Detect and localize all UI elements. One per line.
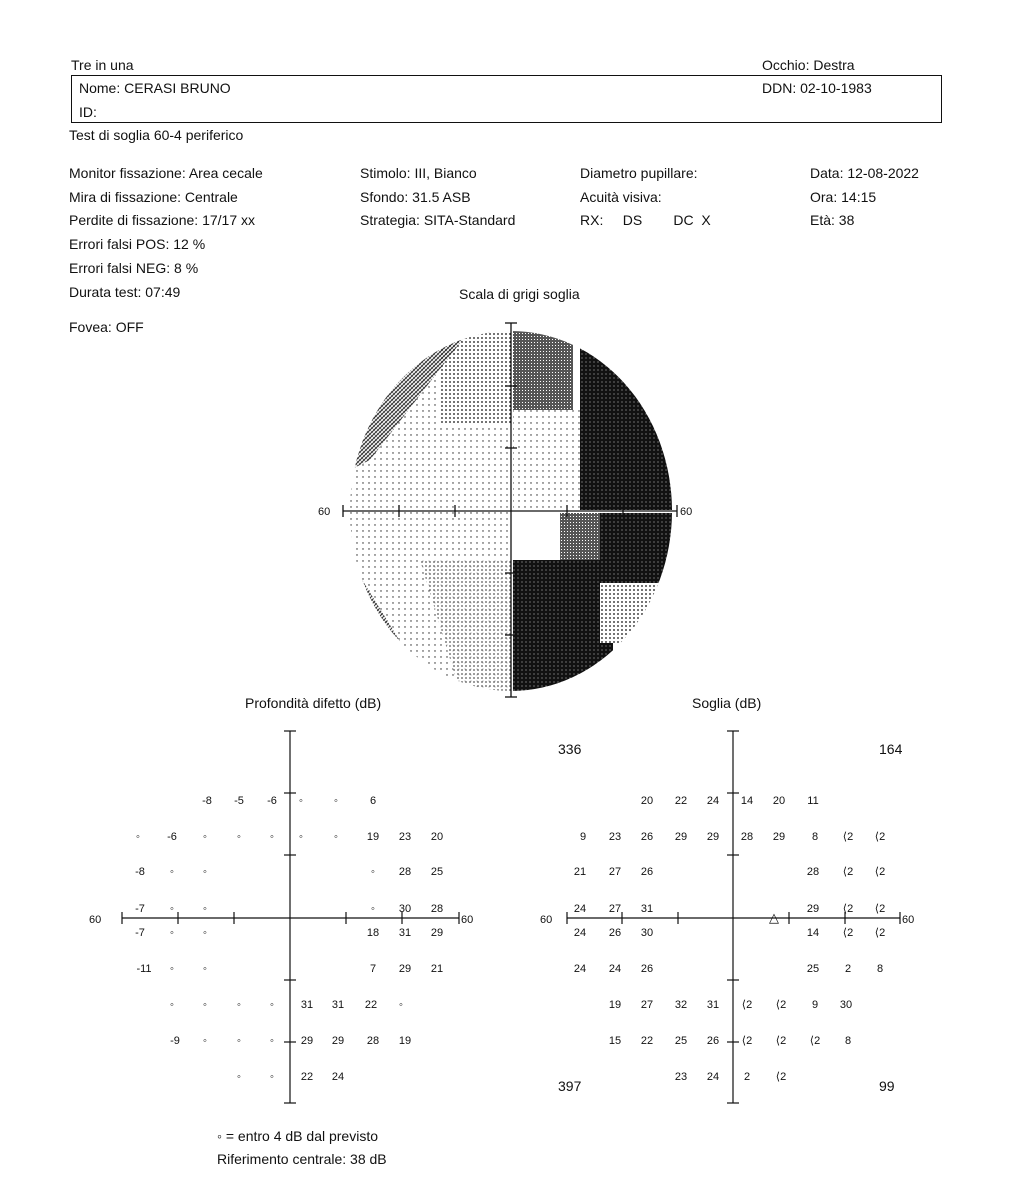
threshold-value-r1-c3: 29 (674, 831, 688, 843)
threshold-value-r8-c1: 24 (706, 1071, 720, 1083)
threshold-value-r4-c2: 30 (640, 927, 654, 939)
threshold-value-r7-c2: 25 (674, 1035, 688, 1047)
grayscale-title: Scala di grigi soglia (459, 286, 580, 302)
defect-value-r6-c0: ◦ (170, 999, 174, 1011)
defect-value-r4-c3: 18 (366, 927, 380, 939)
defect-depth-values (135, 795, 443, 1083)
defect-right-label: 60 (461, 914, 474, 926)
defect-value-r0-c2: -6 (267, 795, 277, 807)
defect-value-r4-c1: ◦ (170, 927, 174, 939)
threshold-value-r1-c7: 8 (811, 831, 819, 843)
corner-top-right: 164 (879, 741, 903, 757)
threshold-value-r6-c4: ⟨2 (741, 999, 753, 1011)
defect-value-r1-c2: ◦ (203, 831, 207, 843)
false-neg-errors: Errori falsi NEG: 8 % (69, 260, 199, 276)
threshold-value-r6-c7: 30 (839, 999, 853, 1011)
threshold-value-r3-c4: ⟨2 (842, 903, 854, 915)
defect-value-r6-c7: ◦ (399, 999, 403, 1011)
threshold-value-r5-c0: 24 (573, 963, 587, 975)
defect-value-r5-c4: 29 (398, 963, 412, 975)
defect-value-r7-c1: ◦ (203, 1035, 207, 1047)
threshold-value-r0-c2: 24 (706, 795, 720, 807)
threshold-value-r1-c1: 23 (608, 831, 622, 843)
test-date: Data: 12-08-2022 (810, 165, 919, 181)
defect-value-r3-c3: ◦ (371, 903, 375, 915)
threshold-value-r2-c5: ⟨2 (874, 866, 886, 878)
threshold-value-r4-c1: 26 (608, 927, 622, 939)
threshold-title: Soglia (dB) (692, 695, 762, 711)
defect-value-r6-c4: 31 (300, 999, 314, 1011)
defect-value-r1-c0: ◦ (136, 831, 140, 843)
threshold-value-r4-c0: 24 (573, 927, 587, 939)
defect-value-r0-c0: -8 (202, 795, 212, 807)
corner-bottom-right: 99 (879, 1078, 895, 1094)
patient-id: ID: (79, 104, 97, 120)
threshold-value-r1-c5: 28 (740, 831, 754, 843)
rx: RX: DS DC X (580, 212, 711, 228)
defect-value-r7-c6: 28 (366, 1035, 380, 1047)
threshold-value-r8-c2: 2 (743, 1071, 751, 1083)
threshold-value-r7-c1: 22 (640, 1035, 654, 1047)
threshold-value-r7-c4: ⟨2 (741, 1035, 753, 1047)
threshold-value-r5-c5: 8 (876, 963, 884, 975)
threshold-value-r3-c5: ⟨2 (874, 903, 886, 915)
test-name: Test di soglia 60-4 periferico (69, 127, 244, 143)
corner-top-left: 336 (558, 741, 582, 757)
defect-value-r8-c1: ◦ (270, 1071, 274, 1083)
defect-value-r1-c8: 23 (398, 831, 412, 843)
threshold-value-r2-c4: ⟨2 (842, 866, 854, 878)
threshold-value-r7-c6: ⟨2 (809, 1035, 821, 1047)
threshold-value-r4-c3: 14 (806, 927, 820, 939)
threshold-value-r1-c4: 29 (706, 831, 720, 843)
stimulus: Stimolo: III, Bianco (360, 165, 477, 181)
patient-age: Età: 38 (810, 212, 855, 228)
defect-value-r2-c5: 25 (430, 866, 444, 878)
defect-value-r1-c9: 20 (430, 831, 444, 843)
threshold-value-r6-c2: 32 (674, 999, 688, 1011)
threshold-value-r0-c4: 20 (772, 795, 786, 807)
threshold-value-r1-c6: 29 (772, 831, 786, 843)
fixation-monitor: Monitor fissazione: Area cecale (69, 165, 263, 181)
defect-value-r7-c5: 29 (331, 1035, 345, 1047)
defect-depth-title: Profondità difetto (dB) (245, 695, 382, 711)
defect-value-r4-c4: 31 (398, 927, 412, 939)
defect-value-r3-c0: -7 (135, 903, 145, 915)
defect-value-r6-c2: ◦ (237, 999, 241, 1011)
background: Sfondo: 31.5 ASB (360, 189, 471, 205)
defect-value-r7-c7: 19 (398, 1035, 412, 1047)
defect-value-r7-c4: 29 (300, 1035, 314, 1047)
defect-value-r3-c2: ◦ (203, 903, 207, 915)
defect-value-r0-c3: ◦ (299, 795, 303, 807)
threshold-values (574, 795, 885, 1083)
defect-value-r6-c6: 22 (364, 999, 378, 1011)
defect-value-r7-c3: ◦ (270, 1035, 274, 1047)
threshold-value-r2-c3: 28 (806, 866, 820, 878)
reference-text: Riferimento centrale: 38 dB (217, 1151, 387, 1167)
corner-bottom-left: 397 (558, 1078, 582, 1094)
defect-value-r4-c2: ◦ (203, 927, 207, 939)
threshold-right-label: 60 (902, 914, 915, 926)
threshold-value-r8-c3: ⟨2 (775, 1071, 787, 1083)
threshold-value-r3-c1: 27 (608, 903, 622, 915)
defect-value-r5-c1: ◦ (170, 963, 174, 975)
program-name: Tre in una (71, 57, 134, 73)
legend-text: ◦ = entro 4 dB dal previsto (217, 1128, 378, 1144)
defect-value-r7-c0: -9 (170, 1035, 180, 1047)
blind-spot-icon: △ (769, 911, 779, 926)
defect-value-r2-c2: ◦ (203, 866, 207, 878)
fovea-status: Fovea: OFF (69, 319, 144, 335)
threshold-value-r1-c0: 9 (579, 831, 587, 843)
defect-value-r5-c3: 7 (369, 963, 377, 975)
grayscale-right-label: 60 (680, 506, 693, 518)
threshold-value-r6-c6: 9 (811, 999, 819, 1011)
defect-value-r0-c5: 6 (369, 795, 377, 807)
defect-value-r8-c3: 24 (331, 1071, 345, 1083)
defect-left-label: 60 (89, 914, 102, 926)
threshold-value-r2-c1: 27 (608, 866, 622, 878)
defect-value-r5-c0: -11 (136, 963, 152, 975)
threshold-value-r3-c3: 29 (806, 903, 820, 915)
threshold-value-r6-c1: 27 (640, 999, 654, 1011)
defect-value-r8-c0: ◦ (237, 1071, 241, 1083)
patient-name: Nome: CERASI BRUNO (79, 80, 231, 96)
defect-value-r4-c5: 29 (430, 927, 444, 939)
threshold-axes (567, 731, 903, 1103)
defect-value-r1-c7: 19 (366, 831, 380, 843)
fixation-target: Mira di fissazione: Centrale (69, 189, 238, 205)
defect-value-r4-c0: -7 (135, 927, 145, 939)
threshold-value-r7-c3: 26 (706, 1035, 720, 1047)
defect-value-r1-c4: ◦ (270, 831, 274, 843)
defect-value-r1-c5: ◦ (299, 831, 303, 843)
threshold-value-r6-c0: 19 (608, 999, 622, 1011)
defect-value-r2-c3: ◦ (371, 866, 375, 878)
threshold-value-r4-c5: ⟨2 (874, 927, 886, 939)
fixation-losses: Perdite di fissazione: 17/17 xx (69, 212, 255, 228)
defect-value-r6-c3: ◦ (270, 999, 274, 1011)
strategy: Strategia: SITA-Standard (360, 212, 516, 228)
threshold-value-r3-c2: 31 (640, 903, 654, 915)
defect-value-r6-c5: 31 (331, 999, 345, 1011)
pupil-diameter: Diametro pupillare: (580, 165, 698, 181)
threshold-value-r3-c0: 24 (573, 903, 587, 915)
defect-value-r2-c0: -8 (135, 866, 145, 878)
test-time: Ora: 14:15 (810, 189, 877, 205)
threshold-value-r5-c4: 2 (844, 963, 852, 975)
defect-value-r2-c4: 28 (398, 866, 412, 878)
threshold-value-r7-c7: 8 (844, 1035, 852, 1047)
threshold-left-label: 60 (540, 914, 553, 926)
defect-value-r2-c1: ◦ (170, 866, 174, 878)
defect-value-r8-c2: 22 (300, 1071, 314, 1083)
defect-value-r3-c5: 28 (430, 903, 444, 915)
defect-value-r0-c4: ◦ (334, 795, 338, 807)
date-of-birth: DDN: 02-10-1983 (762, 80, 872, 96)
threshold-value-r0-c5: 11 (807, 795, 819, 807)
threshold-value-r6-c3: 31 (706, 999, 720, 1011)
threshold-value-r5-c1: 24 (608, 963, 622, 975)
threshold-value-r4-c4: ⟨2 (842, 927, 854, 939)
defect-value-r1-c1: -6 (167, 831, 177, 843)
threshold-value-r1-c9: ⟨2 (874, 831, 886, 843)
defect-value-r3-c4: 30 (398, 903, 412, 915)
threshold-value-r6-c5: ⟨2 (775, 999, 787, 1011)
threshold-value-r7-c0: 15 (608, 1035, 622, 1047)
defect-depth-axes (122, 731, 459, 1103)
defect-value-r7-c2: ◦ (237, 1035, 241, 1047)
false-pos-errors: Errori falsi POS: 12 % (69, 236, 206, 252)
defect-value-r6-c1: ◦ (203, 999, 207, 1011)
defect-value-r5-c5: 21 (430, 963, 444, 975)
threshold-value-r7-c5: ⟨2 (775, 1035, 787, 1047)
threshold-value-r0-c0: 20 (640, 795, 654, 807)
defect-value-r1-c3: ◦ (237, 831, 241, 843)
grayscale-left-label: 60 (318, 506, 331, 518)
eye-label: Occhio: Destra (762, 57, 855, 73)
threshold-value-r2-c0: 21 (573, 866, 587, 878)
threshold-value-r5-c2: 26 (640, 963, 654, 975)
defect-value-r1-c6: ◦ (334, 831, 338, 843)
defect-value-r5-c2: ◦ (203, 963, 207, 975)
threshold-value-r1-c2: 26 (640, 831, 654, 843)
test-duration: Durata test: 07:49 (69, 284, 181, 300)
visual-acuity: Acuità visiva: (580, 189, 662, 205)
threshold-value-r0-c1: 22 (674, 795, 688, 807)
threshold-value-r8-c0: 23 (674, 1071, 688, 1083)
threshold-value-r2-c2: 26 (640, 866, 654, 878)
defect-value-r0-c1: -5 (234, 795, 244, 807)
threshold-value-r0-c3: 14 (740, 795, 754, 807)
threshold-value-r5-c3: 25 (806, 963, 820, 975)
threshold-value-r1-c8: ⟨2 (842, 831, 854, 843)
defect-value-r3-c1: ◦ (170, 903, 174, 915)
